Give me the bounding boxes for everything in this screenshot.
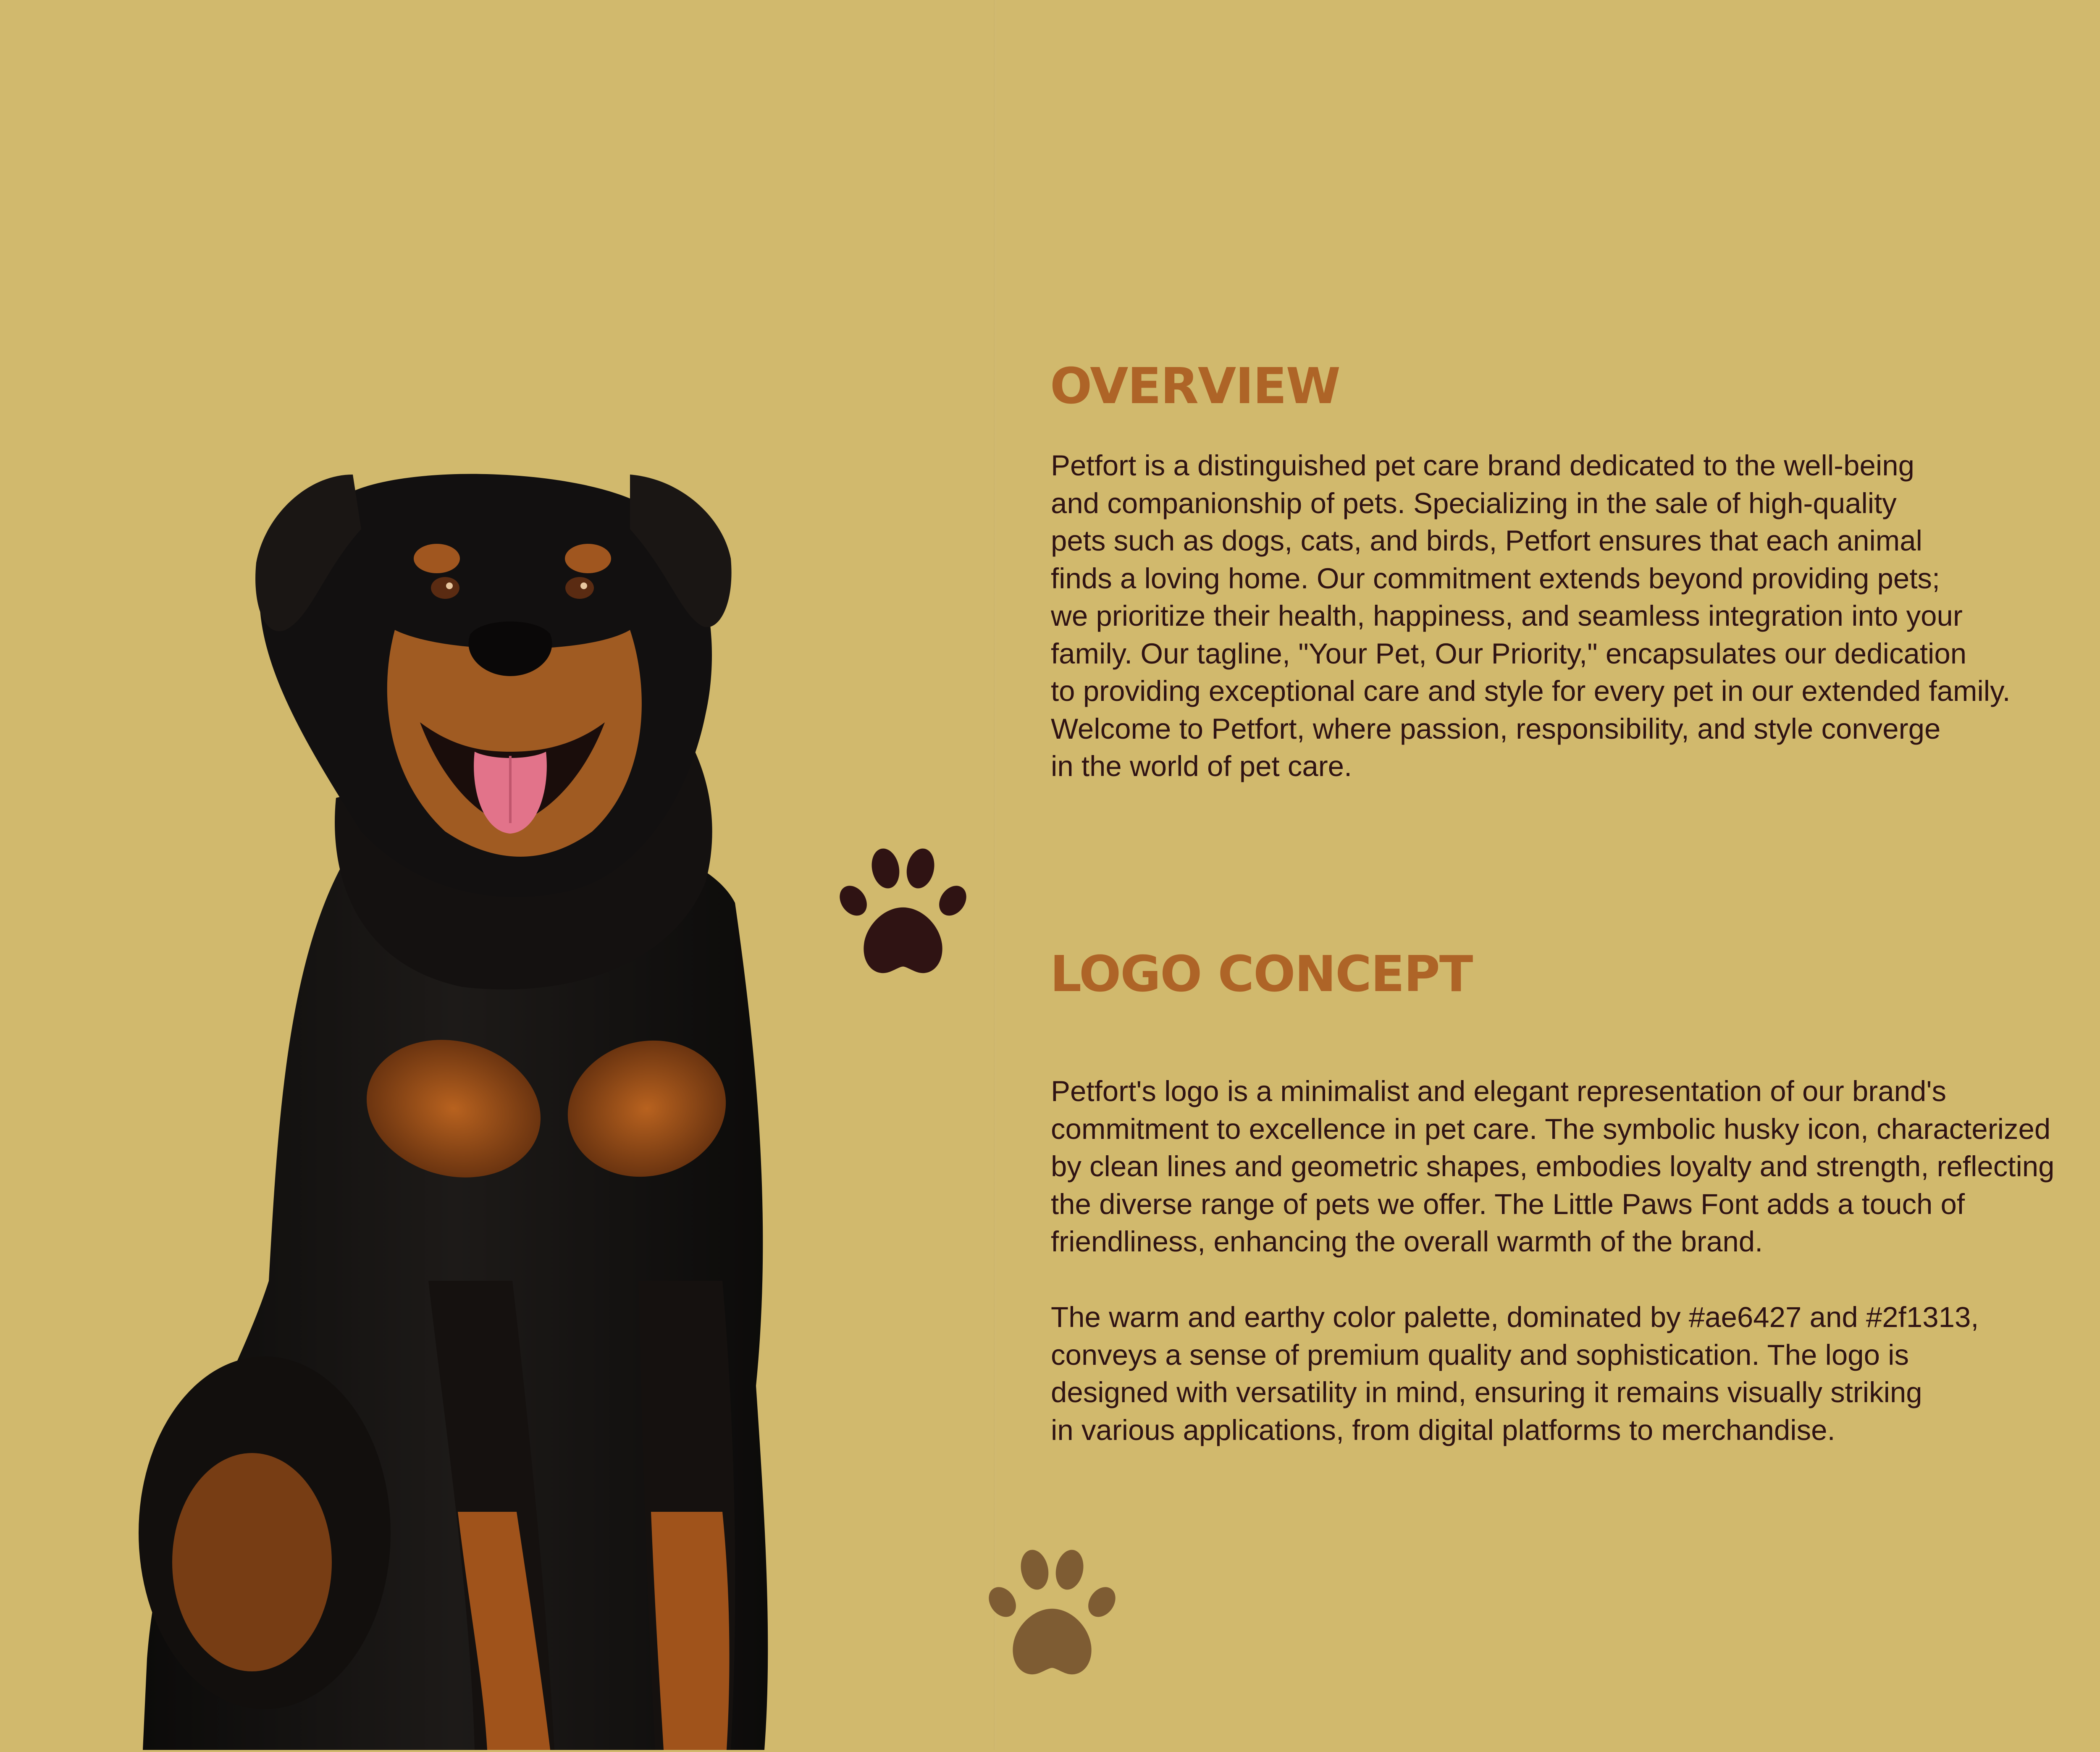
paw-print-icon bbox=[985, 1545, 1119, 1688]
overview-line: in the world of pet care. bbox=[1051, 750, 1352, 782]
overview-line: Welcome to Petfort, where passion, responsibility, and style converge bbox=[1051, 712, 1941, 745]
logo-concept-line: the diverse range of pets we offer. The Little Paws Font adds a touch of bbox=[1051, 1188, 1965, 1220]
overview-line: to providing exceptional care and style for every pet in our extended family. bbox=[1051, 675, 2011, 707]
logo-concept-line: by clean lines and geometric shapes, embodies loyalty and strength, reflecting bbox=[1051, 1150, 2055, 1183]
logo-concept-heading: LOGO CONCEPT bbox=[1050, 945, 1473, 1003]
logo-concept-paragraph-2 bbox=[1051, 1298, 1979, 1449]
logo-concept-paragraph-1 bbox=[1051, 1073, 2055, 1261]
overview-line: we prioritize their health, happiness, and seamless integration into your bbox=[1051, 600, 1963, 632]
overview-line: and companionship of pets. Specializing in the sale of high-quality bbox=[1051, 487, 1897, 519]
logo-concept-line: friendliness, enhancing the overall warmth of the brand. bbox=[1051, 1225, 1763, 1258]
logo-concept-line: designed with versatility in mind, ensuring it remains visually striking bbox=[1051, 1376, 1922, 1408]
logo-concept-line: commitment to excellence in pet care. The symbolic husky icon, characterized bbox=[1051, 1112, 2051, 1145]
overview-heading: OVERVIEW bbox=[1050, 357, 1340, 415]
overview-line: family. Our tagline, "Your Pet, Our Priority," encapsulates our dedication bbox=[1051, 637, 1967, 670]
overview-line: pets such as dogs, cats, and birds, Petfort ensures that each animal bbox=[1051, 525, 1922, 557]
overview-text bbox=[1051, 447, 2011, 785]
overview-line: Petfort is a distinguished pet care brand dedicated to the well-being bbox=[1051, 449, 1914, 482]
page-fold bbox=[994, 0, 996, 1750]
logo-concept-line: Petfort's logo is a minimalist and elegant representation of our brand's bbox=[1051, 1075, 1947, 1107]
rottweiler-dog-photo bbox=[126, 420, 840, 1750]
logo-concept-line: in various applications, from digital platforms to merchandise. bbox=[1051, 1414, 1835, 1446]
overview-line: finds a loving home. Our commitment extends beyond providing pets; bbox=[1051, 562, 1940, 595]
logo-concept-line: The warm and earthy color palette, dominated by #ae6427 and #2f1313, bbox=[1051, 1301, 1979, 1333]
paw-print-icon bbox=[836, 844, 970, 987]
logo-concept-line: conveys a sense of premium quality and sophistication. The logo is bbox=[1051, 1338, 1909, 1371]
